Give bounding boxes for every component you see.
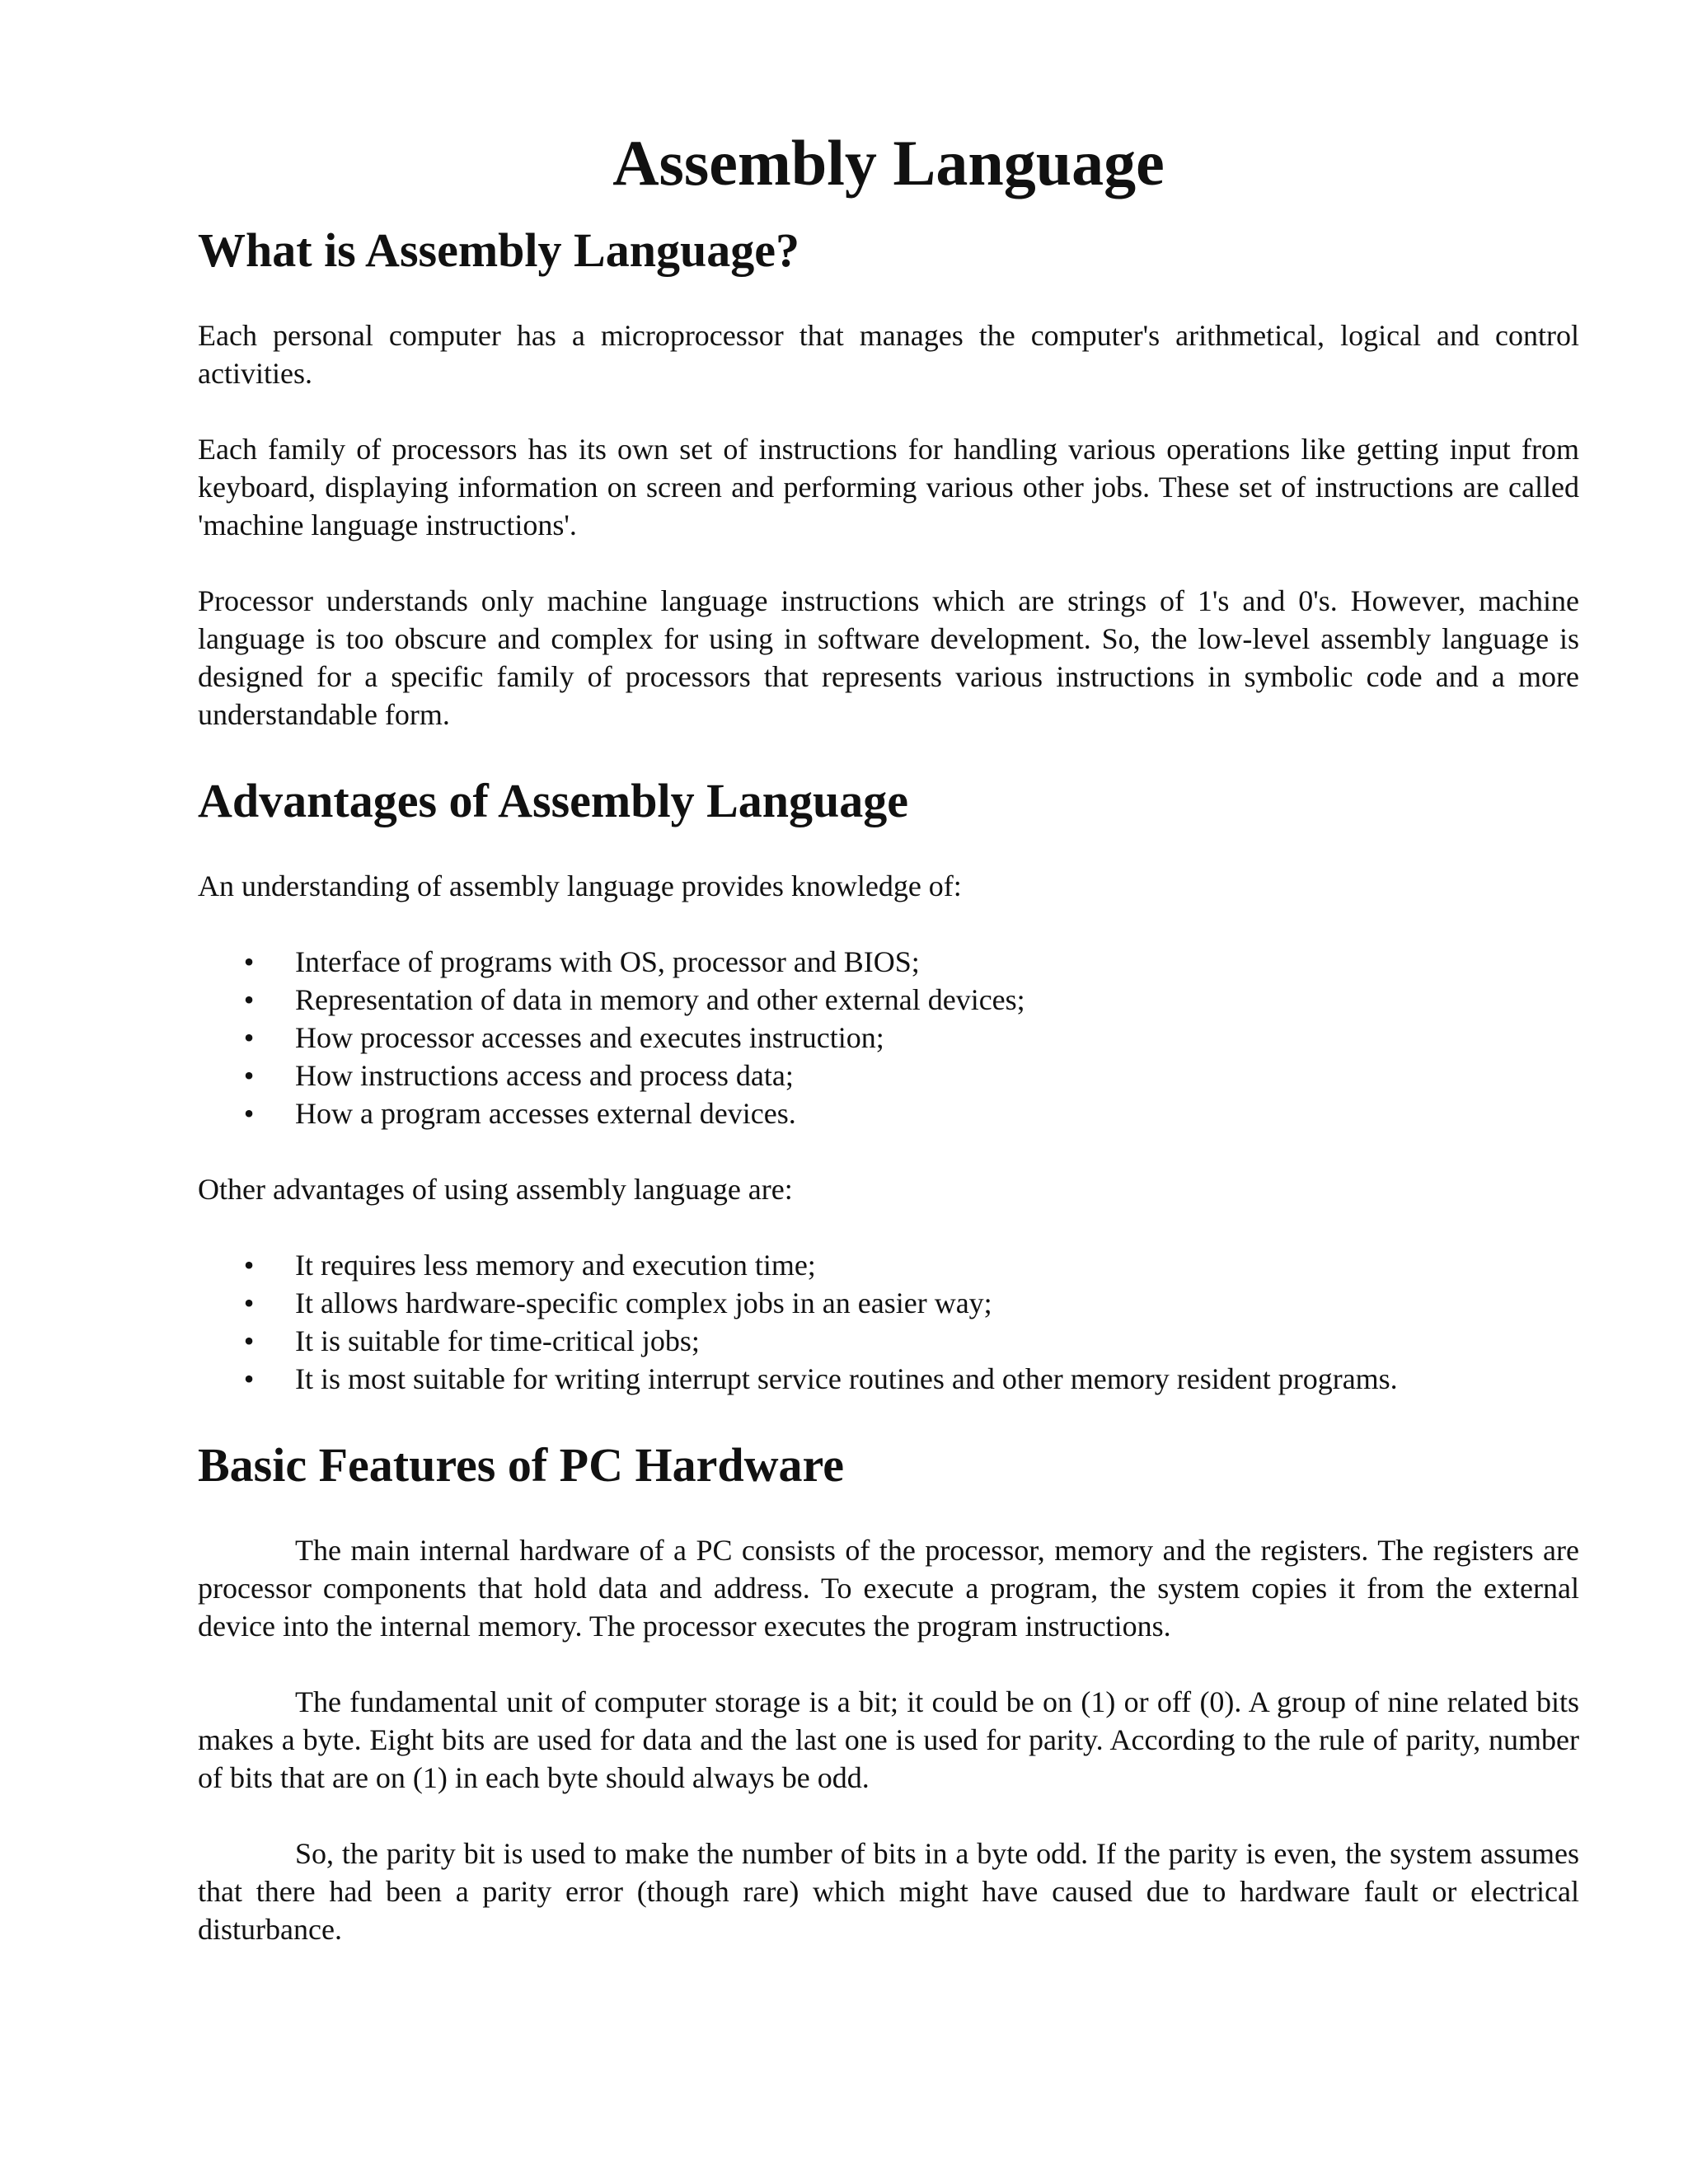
list-item — [198, 1284, 1579, 1322]
list-item — [198, 1246, 1579, 1284]
bullet-icon: • — [243, 983, 255, 1016]
paragraph: The main internal hardware of a PC consists of the processor, memory and the registers. The registers are processor components that hold data and address. To execute a program, the system copies it from the external device into the internal memory. The processor executes the program instructions. — [198, 1534, 1579, 1643]
heading-advantages: Advantages of Assembly Language — [198, 774, 909, 827]
list-item — [198, 1094, 1579, 1132]
list-item-text: How a program accesses external devices. — [295, 1097, 796, 1130]
list-item-text: Interface of programs with OS, processor and BIOS; — [295, 945, 920, 978]
knowledge-list — [198, 943, 1579, 1132]
bullet-icon: • — [243, 1286, 255, 1319]
heading-basic-features: Basic Features of PC Hardware — [198, 1438, 844, 1492]
bullet-icon: • — [243, 1021, 255, 1054]
list-item-text: It allows hardware-specific complex jobs in an easier way; — [295, 1286, 992, 1319]
list-item-text: How instructions access and process data; — [295, 1059, 794, 1092]
bullet-icon: • — [243, 945, 255, 978]
other-advantages-list — [198, 1246, 1579, 1398]
bullet-icon: • — [243, 1059, 255, 1092]
paragraph: The fundamental unit of computer storage is a bit; it could be on (1) or off (0). A group of nine related bits makes a byte. Eight bits are used for data and the last one is used for parity. According to the rule of parity, number of bits that are on (1) in each byte should always be odd. — [198, 1685, 1579, 1794]
bullet-icon: • — [243, 1362, 255, 1395]
paragraph: Processor understands only machine language instructions which are strings of 1's and 0's. However, machine language is too obscure and complex for using in software development. So, the low-level assembly language is designed for a specific family of processors that represents various instructions in symbolic code and a more understandable form. — [198, 584, 1579, 731]
list-item-text: It is most suitable for writing interrupt service routines and other memory resident programs. — [295, 1362, 1398, 1395]
list-item — [198, 1019, 1579, 1057]
list-item-text: Representation of data in memory and other external devices; — [295, 983, 1025, 1016]
paragraph: Each family of processors has its own set of instructions for handling various operations like getting input from keyboard, displaying information on screen and performing various other jobs. These set of instructions are called 'machine language instructions'. — [198, 433, 1579, 541]
bullet-icon: • — [243, 1097, 255, 1130]
bullet-icon: • — [243, 1324, 255, 1357]
document-title: Assembly Language — [612, 127, 1165, 199]
paragraph: Each personal computer has a microprocessor that manages the computer's arithmetical, logical and control activities. — [198, 319, 1579, 390]
heading-what-is-assembly: What is Assembly Language? — [198, 223, 799, 277]
list-item-text: It requires less memory and execution time; — [295, 1249, 816, 1282]
paragraph: So, the parity bit is used to make the number of bits in a byte odd. If the parity is even, the system assumes that there had been a parity error (though rare) which might have caused due to hardware fault or electrical disturbance. — [198, 1837, 1579, 1946]
bullet-icon: • — [243, 1249, 255, 1282]
list-item — [198, 1057, 1579, 1094]
list-item-text: It is suitable for time-critical jobs; — [295, 1324, 700, 1357]
document-page — [198, 124, 1579, 1986]
list-item-text: How processor accesses and executes instruction; — [295, 1021, 884, 1054]
paragraph: Other advantages of using assembly language are: — [198, 1173, 793, 1206]
paragraph: An understanding of assembly language provides knowledge of: — [198, 869, 962, 902]
list-item — [198, 1360, 1579, 1398]
list-item — [198, 1322, 1579, 1360]
list-item — [198, 981, 1579, 1019]
list-item — [198, 943, 1579, 981]
